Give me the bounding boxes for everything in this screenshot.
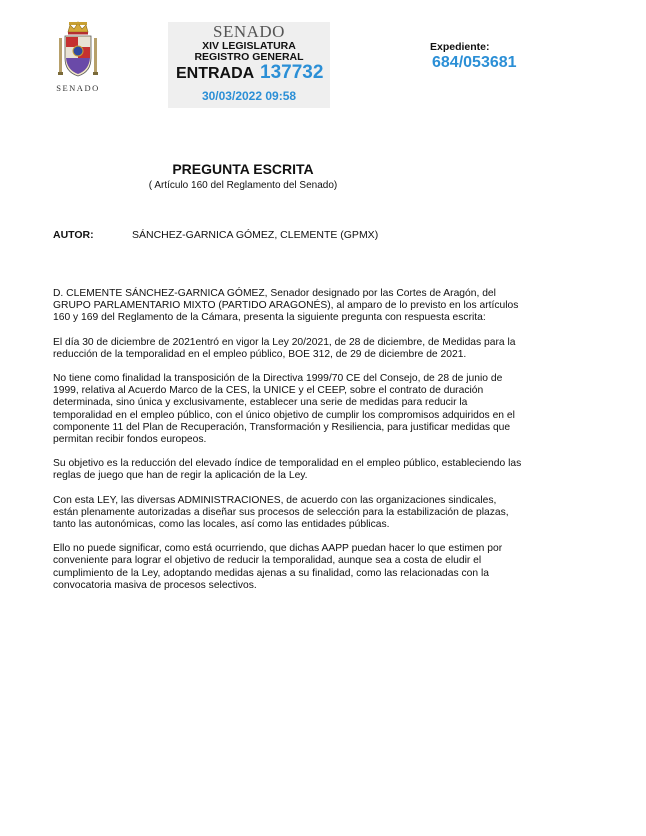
stamp-datetime: 30/03/2022 09:58 (201, 89, 297, 103)
registry-stamp (168, 22, 330, 108)
body-paragraph: El día 30 de diciembre de 2021entró en vigor la Ley 20/2021, de 28 de diciembre, de Medidas para la reducción de la temporalidad en el empleo público, BOE 312, de 29 de diciembre de 2021. (53, 336, 516, 360)
body-paragraph: Su objetivo es la reducción del elevado índice de temporalidad en el empleo público, estableciendo las reglas de juego que han de regir la aplicación de la Ley. (53, 458, 522, 482)
document-title: PREGUNTA ESCRITA (172, 161, 314, 177)
body-paragraph: No tiene como finalidad la transposición de la Directiva 1999/70 CE del Consejo, de 28 de junio de 1999, relativa al Acuerdo Marco de la CES, la UNICE y el CEEP, sobre el contrato de duración determinada, sino única y exclusivamente, establecer una serie de medidas para reducir la temporalidad en el empleo público, con el único objetivo de cumplir los compromisos adquiridos en el componente 11 del Plan de Recuperación, Transformación y Resiliencia, para justificar medidas que permitan recibir fondos europeos. (53, 373, 515, 446)
stamp-entry-label: ENTRADA (176, 65, 255, 82)
stamp-entry-number: 137732 (260, 62, 324, 83)
expediente-number: 684/053681 (432, 54, 517, 71)
senado-coat-of-arms-icon (56, 20, 100, 80)
document-body (53, 288, 523, 604)
stamp-institution: SENADO (213, 22, 285, 41)
body-paragraph: Ello no puede significar, como está ocurriendo, que dichas AAPP puedan hacer lo que estimen por conveniente para lograr el objetivo de reducir la temporalidad, aunque sea a costa de eludir el cumplimiento de la Ley, adoptando medidas ajenas a su finalidad, como las relacionadas con la convocatoria masiva de procesos selectivos. (53, 543, 503, 591)
body-paragraph: Con esta LEY, las diversas ADMINISTRACIONES, de acuerdo con las organizaciones sindicales, están plenamente autorizadas a diseñar sus procesos de selección para la estabilización de plazas, tanto las autonómicas, como las locales, así como las entidades públicas. (53, 494, 509, 531)
document-subtitle: ( Artículo 160 del Reglamento del Senado) (148, 180, 338, 191)
author-value: SÁNCHEZ-GARNICA GÓMEZ, CLEMENTE (GPMX) (132, 229, 379, 241)
author-label: AUTOR: (53, 229, 94, 241)
expediente-label: Expediente: (430, 41, 490, 53)
senado-logo (48, 20, 108, 93)
body-paragraph: D. CLEMENTE SÁNCHEZ-GARNICA GÓMEZ, Senador designado por las Cortes de Aragón, del GRUPO PARLAMENTARIO MIXTO (PARTIDO ARAGONÉS), al amparo de lo previsto en los artículos 160 y 169 del Reglamento de la Cámara, presenta la siguiente pregunta con respuesta escrita: (53, 288, 519, 324)
logo-caption: SENADO (56, 83, 100, 93)
stamp-registry: REGISTRO GENERAL (194, 51, 304, 63)
stamp-legislature: XIV LEGISLATURA (202, 40, 296, 52)
